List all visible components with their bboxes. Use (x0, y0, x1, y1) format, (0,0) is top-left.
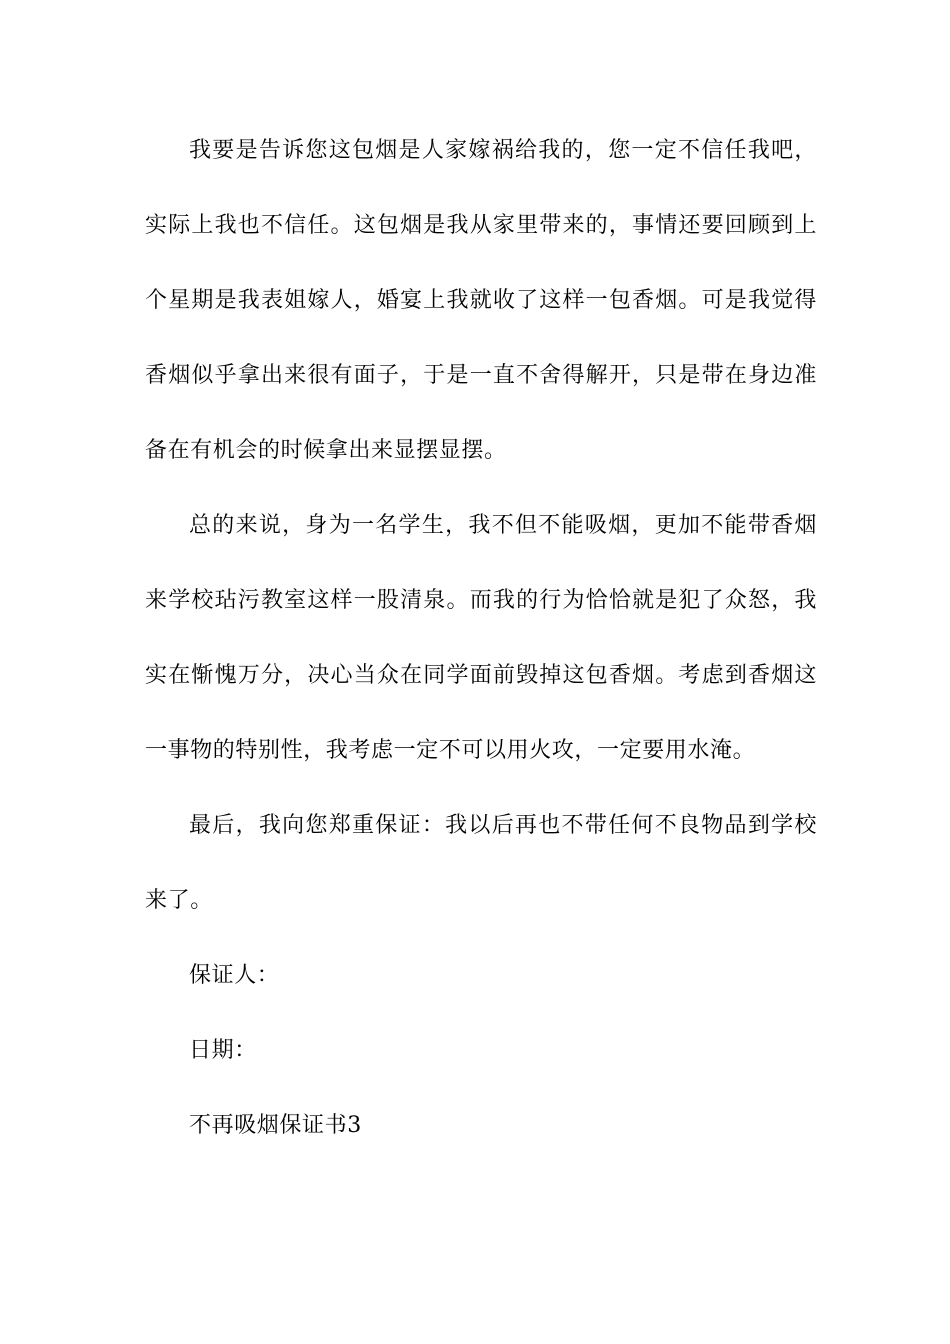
document-body (145, 113, 817, 1163)
paragraph-2: 总的来说，身为一名学生，我不但不能吸烟，更加不能带香烟来学校玷污教室这样一股清泉。而我的行为恰恰就是犯了众怒，我实在惭愧万分，决心当众在同学面前毁掉这包香烟。考虑到香烟这一事物的特别性，我考虑一定不可以用火攻，一定要用水淹。 (145, 513, 817, 763)
paragraph-3: 最后，我向您郑重保证：我以后再也不带任何不良物品到学校来了。 (145, 813, 817, 913)
paragraph-1: 我要是告诉您这包烟是人家嫁祸给我的，您一定不信任我吧，实际上我也不信任。这包烟是我从家里带来的，事情还要回顾到上个星期是我表姐嫁人，婚宴上我就收了这样一包香烟。可是我觉得香烟似乎拿出来很有面子，于是一直不舍得解开，只是带在身边准备在有机会的时候拿出来显摆显摆。 (145, 138, 817, 463)
guarantor-label: 保证人： (189, 963, 280, 988)
next-section-title: 不再吸烟保证书3 (189, 1113, 362, 1138)
date-label: 日期： (189, 1038, 257, 1063)
